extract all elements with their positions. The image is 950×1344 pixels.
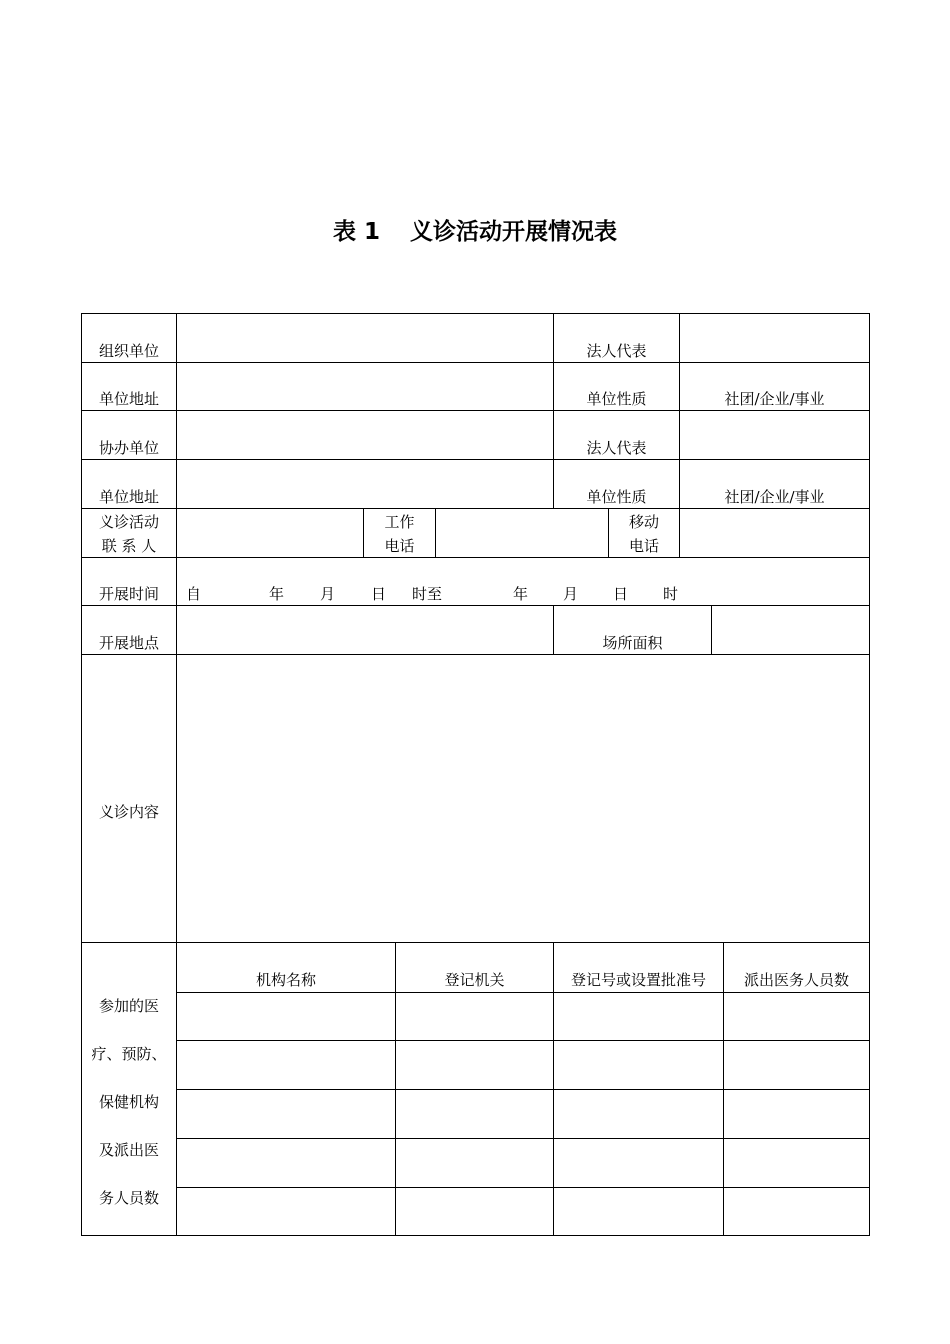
time-start-month: 月: [320, 585, 336, 603]
participants-label-line2: 疗、预防、: [91, 1045, 167, 1063]
time-end-hour: 时: [663, 585, 679, 603]
work-phone-label: 工作 电话: [384, 513, 415, 555]
unit-address-label: 单位地址: [98, 390, 159, 408]
table-title: 义诊活动开展情况表: [410, 219, 617, 245]
time-end-month: 月: [563, 585, 579, 603]
column-header-staff-count: 派出医务人员数: [743, 971, 849, 989]
table-row[interactable]: [177, 1090, 869, 1138]
legal-rep-label: 法人代表: [586, 342, 647, 360]
time-start-year: 年: [269, 585, 285, 603]
participants-label-line4: 及派出医: [98, 1141, 159, 1159]
co-unit-address-field[interactable]: [177, 460, 553, 508]
mobile-phone-label: 移动 电话: [628, 513, 659, 555]
table-row[interactable]: [177, 1139, 869, 1187]
co-unit-nature-label: 单位性质: [586, 488, 647, 506]
table-number: 表 1: [332, 219, 380, 245]
time-start-day: 日: [371, 585, 387, 603]
co-org-unit-field[interactable]: [177, 411, 553, 459]
location-field[interactable]: [177, 606, 553, 654]
org-unit-label: 组织单位: [98, 342, 159, 360]
org-unit-field[interactable]: [177, 314, 553, 362]
time-start-hour-to: 时至: [412, 585, 443, 603]
legal-rep-field[interactable]: [680, 314, 869, 362]
unit-nature-label: 单位性质: [586, 390, 647, 408]
co-org-unit-label: 协办单位: [98, 439, 159, 457]
time-label: 开展时间: [98, 585, 159, 603]
table-row[interactable]: [177, 1188, 869, 1235]
co-legal-rep-label: 法人代表: [586, 439, 647, 457]
participants-label-line1: 参加的医: [98, 997, 159, 1015]
participants-label-line5: 务人员数: [98, 1189, 159, 1207]
venue-area-field[interactable]: [712, 606, 869, 654]
content-label: 义诊内容: [98, 803, 159, 821]
work-phone-field[interactable]: [436, 509, 608, 557]
row-divider: [81, 942, 870, 943]
page-title: [0, 214, 950, 250]
table-row[interactable]: [177, 1041, 869, 1089]
time-end-year: 年: [513, 585, 529, 603]
contact-person-label: 义诊活动 联 系 人: [98, 513, 159, 555]
contact-person-field[interactable]: [177, 509, 363, 557]
unit-nature-options[interactable]: 社团/企业/事业: [724, 390, 825, 408]
table-row[interactable]: [177, 993, 869, 1040]
mobile-phone-field[interactable]: [680, 509, 869, 557]
column-header-registration-authority: 登记机关: [444, 971, 505, 989]
co-unit-nature-options[interactable]: 社团/企业/事业: [724, 488, 825, 506]
co-unit-address-label: 单位地址: [98, 488, 159, 506]
column-header-registration-number: 登记号或设置批准号: [570, 971, 706, 989]
unit-address-field[interactable]: [177, 363, 553, 410]
time-from: 自: [186, 585, 202, 603]
co-legal-rep-field[interactable]: [680, 411, 869, 459]
column-header-institution: 机构名称: [255, 971, 316, 989]
location-label: 开展地点: [98, 634, 159, 652]
venue-area-label: 场所面积: [602, 634, 663, 652]
participants-label-line3: 保健机构: [98, 1093, 159, 1111]
content-field[interactable]: [177, 655, 869, 942]
time-end-day: 日: [613, 585, 629, 603]
